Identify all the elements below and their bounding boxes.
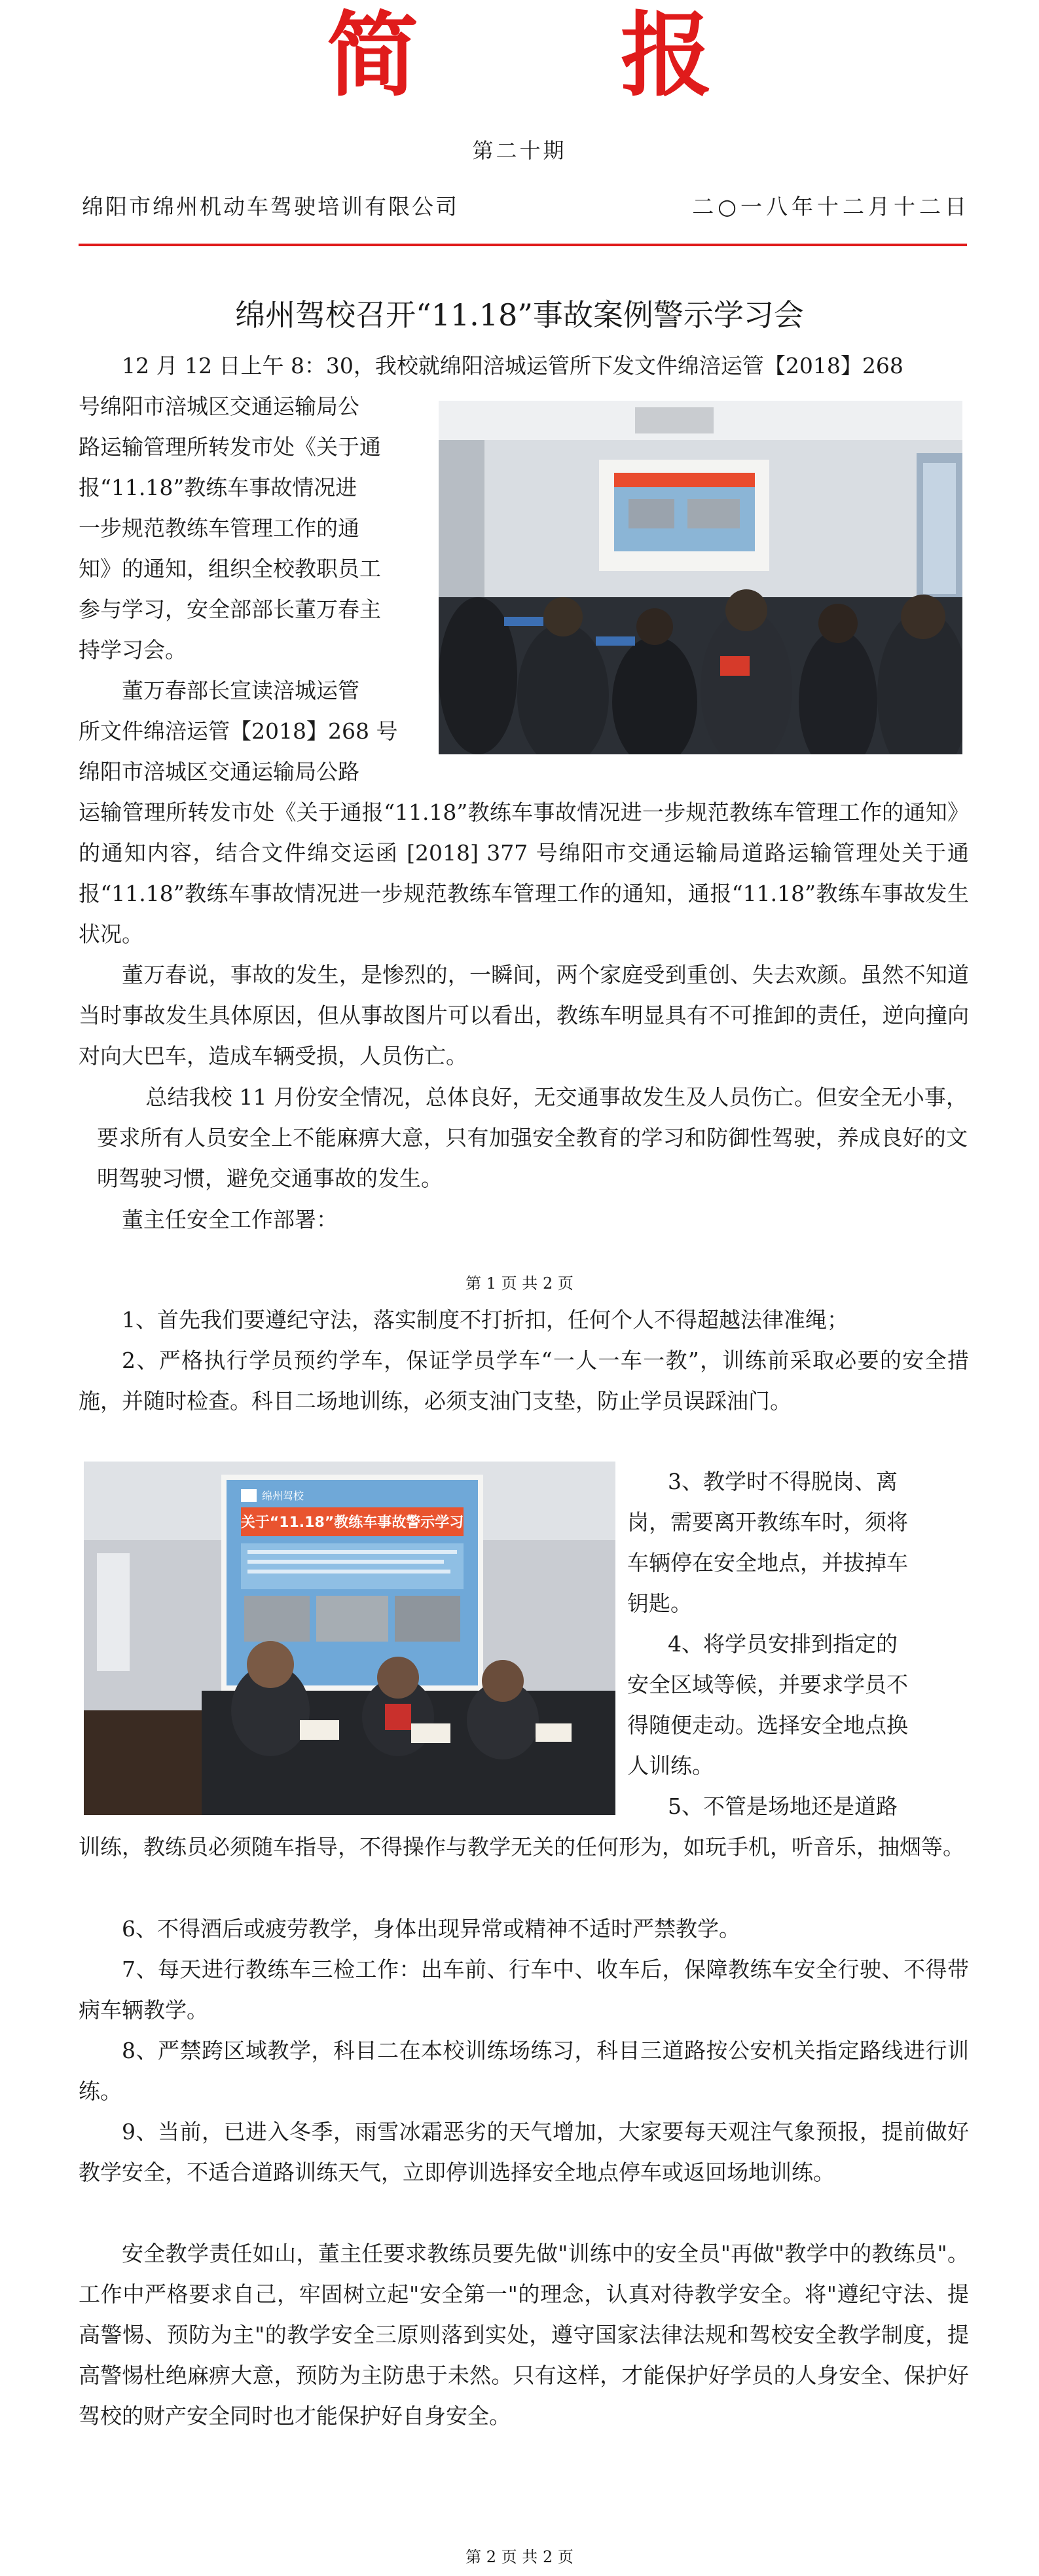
issue-number: 第二十期 xyxy=(472,138,567,163)
text-line: 5、不管是场地还是道路 xyxy=(668,1794,898,1819)
page-footer-2: 第 2 页 共 2 页 xyxy=(465,2548,574,2566)
paragraph-4: 总结我校 11 月份安全情况，总体良好，无交通事故发生及人员伤亡。但安全无小事，要求所有人员安全上不能麻痹大意，只有加强安全教育的学习和防御性驾驶，养成良好的文明驾驶习惯，避免交通事故的发生。 xyxy=(97,1084,968,1191)
paragraph-2-wrapped xyxy=(79,671,432,792)
paragraph-1-first-line: 12 月 12 日上午 8：30，我校就绵阳涪城运管所下发文件绵涪运管【2018】268 xyxy=(122,353,903,378)
item-5-continued: 训练，教练员必须随车指导，不得操作与教学无关的任何形为，如玩手机，听音乐，抽烟等。 xyxy=(79,1834,964,1860)
item-8: 8、严禁跨区域教学，科目二在本校训练场练习，科目三道路按公安机关指定路线进行训练。 xyxy=(79,2038,969,2104)
text-line: 岗，需要离开教练车时，须将 xyxy=(627,1509,908,1535)
organization-name: 绵阳市绵州机动车驾驶培训有限公司 xyxy=(82,194,459,219)
text-line: 安全区域等候，并要求学员不 xyxy=(627,1672,908,1697)
article-title: 绵州驾校召开“11.18”事故案例警示学习会 xyxy=(235,297,804,333)
text-line: 车辆停在安全地点，并拔掉车 xyxy=(627,1550,908,1575)
text-line: 一步规范教练车管理工作的通 xyxy=(79,515,359,541)
item-1: 1、首先我们要遵纪守法，落实制度不打折扣，任何个人不得超越法律准绳； xyxy=(122,1307,848,1333)
issue-date: 二○一八年十二月十二日 xyxy=(692,194,970,219)
podium-image xyxy=(84,1462,615,1815)
page-footer-1: 第 1 页 共 2 页 xyxy=(465,1274,574,1293)
paragraph-3: 董万春说，事故的发生，是惨烈的，一瞬间，两个家庭受到重创、失去欢颜。虽然不知道当时事故发生具体原因，但从事故图片可以看出，教练车明显具有不可推卸的责任，逆向撞向对向大巴车，造成车辆受损，人员伤亡。 xyxy=(79,962,969,1069)
paragraph-1-wrapped xyxy=(79,386,432,671)
text-line: 路运输管理所转发市处《关于通 xyxy=(79,434,381,460)
header-divider xyxy=(79,244,967,246)
paragraph-2-continued: 运输管理所转发市处《关于通报“11.18”教练车事故情况进一步规范教练车管理工作的通知》的通知内容，结合文件绵交运函 [2018] 377 号绵阳市交通运输局道路运输管理处关于通报“11.18”教练车事故情况进一步规范教练车管理工作的通知，通报“11.18”教练车事故发生状况。 xyxy=(79,800,969,947)
text-line: 参与学习，安全部部长董万春主 xyxy=(79,597,381,622)
screen-logo-text: 绵州驾校 xyxy=(262,1490,304,1502)
item-6: 6、不得酒后或疲劳教学，身体出现异常或精神不适时严禁教学。 xyxy=(122,1916,740,1941)
text-line: 人训练。 xyxy=(627,1753,714,1778)
screen-banner-text: 关于“11.18”教练车事故警示学习 xyxy=(240,1515,464,1531)
meeting-photo-1 xyxy=(439,401,962,754)
text-line: 报“11.18”教练车事故情况进 xyxy=(79,475,357,500)
paragraph-5: 董主任安全工作部署： xyxy=(122,1207,338,1232)
item-9: 9、当前，已进入冬季，雨雪冰霜恶劣的天气增加，大家要每天观注气象预报，提前做好教学安全，不适合道路训练天气，立即停训选择安全地点停车或返回场地训练。 xyxy=(79,2119,969,2185)
text-line: 号绵阳市涪城区交通运输局公 xyxy=(79,394,359,419)
text-line: 所文件绵涪运管【2018】268 号 xyxy=(79,718,398,744)
text-line: 董万春部长宣读涪城运管 xyxy=(122,678,359,703)
text-line: 得随便走动。选择安全地点换 xyxy=(627,1712,908,1738)
meeting-room-image xyxy=(439,401,962,754)
text-line: 绵阳市涪城区交通运输局公路 xyxy=(79,759,359,784)
text-line: 钥匙。 xyxy=(627,1591,692,1616)
item-3-wrapped xyxy=(627,1462,969,1827)
text-line: 持学习会。 xyxy=(79,637,187,663)
meeting-photo-2 xyxy=(84,1462,615,1815)
text-line: 知》的通知，组织全校教职员工 xyxy=(79,556,381,581)
item-2: 2、严格执行学员预约学车，保证学员学车“一人一车一教”，训练前采取必要的安全措施，并随时检查。科目二场地训练，必须支油门支垫，防止学员误踩油门。 xyxy=(79,1348,969,1414)
text-line: 3、教学时不得脱岗、离 xyxy=(668,1469,898,1494)
text-line: 4、将学员安排到指定的 xyxy=(668,1631,898,1657)
closing-paragraph: 安全教学责任如山，董主任要求教练员要先做"训练中的安全员"再做"教学中的教练员"。工作中严格要求自己，牢固树立起"安全第一"的理念，认真对待教学安全。将"遵纪守法、提高警惕、预防为主"的教学安全三原则落到实处，遵守国家法律法规和驾校安全教学制度，提高警惕杜绝麻痹大意，预防为主防患于未然。只有这样，才能保护好学员的人身安全、保护好驾校的财产安全同时也才能保护好自身安全。 xyxy=(79,2241,969,2429)
item-7: 7、每天进行教练车三检工作：出车前、行车中、收车后，保障教练车安全行驶、不得带病车辆教学。 xyxy=(79,1957,969,2023)
masthead-title: 简 报 xyxy=(327,2,797,109)
